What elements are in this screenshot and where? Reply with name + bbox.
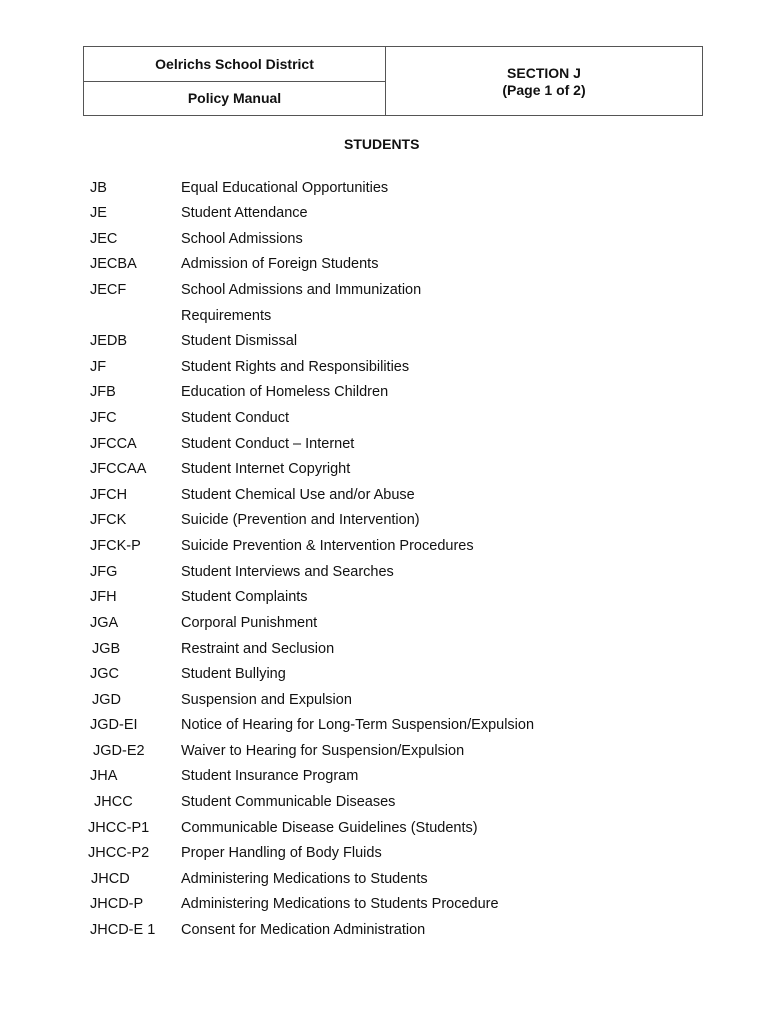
policy-row xyxy=(0,768,770,790)
policy-code: JGD-E2 xyxy=(93,743,145,759)
policy-row xyxy=(0,896,770,918)
section-label: SECTION J xyxy=(507,65,581,81)
policy-row xyxy=(0,256,770,278)
policy-title: Restraint and Seclusion xyxy=(181,641,335,657)
policy-title: Admission of Foreign Students xyxy=(181,256,379,272)
policy-title: Student Chemical Use and/or Abuse xyxy=(181,487,415,503)
policy-code: JFCCAA xyxy=(90,461,147,477)
policy-code: JFCK xyxy=(90,512,127,528)
policy-code: JFCK-P xyxy=(90,538,141,554)
policy-title: Requirements xyxy=(181,308,272,324)
policy-row xyxy=(0,794,770,816)
policy-code: JF xyxy=(90,359,107,375)
policy-row xyxy=(0,512,770,534)
policy-title: Consent for Medication Administration xyxy=(181,922,426,938)
policy-title: Student Rights and Responsibilities xyxy=(181,359,410,375)
policy-code: JHCD-E 1 xyxy=(90,922,156,938)
policy-row xyxy=(0,692,770,714)
policy-code: JHCC-P2 xyxy=(88,845,150,861)
policy-row xyxy=(0,410,770,432)
policy-code: JHCC-P1 xyxy=(88,820,150,836)
policy-row xyxy=(0,589,770,611)
policy-title: Administering Medications to Students Procedure xyxy=(181,896,499,912)
policy-row xyxy=(0,743,770,765)
policy-row xyxy=(0,282,770,304)
policy-row xyxy=(0,666,770,688)
policy-code: JGD-EI xyxy=(90,717,138,733)
policy-row xyxy=(0,615,770,637)
policy-title: Suspension and Expulsion xyxy=(181,692,352,708)
policy-row xyxy=(0,436,770,458)
policy-row xyxy=(0,384,770,406)
policy-row xyxy=(0,231,770,253)
policy-row xyxy=(0,359,770,381)
policy-title: Student Conduct – Internet xyxy=(181,436,355,452)
policy-row xyxy=(0,461,770,483)
policy-code: JFH xyxy=(90,589,117,605)
policy-title: Administering Medications to Students xyxy=(181,871,428,887)
policy-title: Student Dismissal xyxy=(181,333,298,349)
policy-title: Waiver to Hearing for Suspension/Expulsion xyxy=(181,743,465,759)
policy-code: JEDB xyxy=(90,333,128,349)
policy-row xyxy=(0,538,770,560)
policy-title: Education of Homeless Children xyxy=(181,384,389,400)
policy-code: JE xyxy=(90,205,107,221)
district-name: Oelrichs School District xyxy=(84,47,385,82)
policy-code: JECF xyxy=(90,282,127,298)
policy-title: School Admissions and Immunization xyxy=(181,282,422,298)
policy-title: Student Interviews and Searches xyxy=(181,564,394,580)
policy-row xyxy=(0,641,770,663)
policy-code: JECBA xyxy=(90,256,137,272)
manual-name: Policy Manual xyxy=(187,90,282,107)
policy-code: JFCCA xyxy=(90,436,137,452)
policy-title: Suicide (Prevention and Intervention) xyxy=(181,512,420,528)
policy-code: JB xyxy=(90,180,107,196)
policy-title: Student Bullying xyxy=(181,666,286,682)
policy-row xyxy=(0,820,770,842)
policy-row xyxy=(0,845,770,867)
policy-code: JHA xyxy=(90,768,118,784)
policy-title: Student Insurance Program xyxy=(181,768,359,784)
policy-title: Student Internet Copyright xyxy=(181,461,351,477)
policy-row xyxy=(0,308,770,330)
policy-code: JGC xyxy=(90,666,119,682)
policy-row xyxy=(0,922,770,944)
policy-title: Equal Educational Opportunities xyxy=(181,180,389,196)
policy-title: Proper Handling of Body Fluids xyxy=(181,845,382,861)
policy-code: JHCD xyxy=(91,871,130,887)
policy-title: Student Communicable Diseases xyxy=(181,794,396,810)
policy-title: School Admissions xyxy=(181,231,303,247)
policy-row xyxy=(0,487,770,509)
policy-title: Corporal Punishment xyxy=(181,615,318,631)
policy-row xyxy=(0,564,770,586)
policy-code: JFG xyxy=(90,564,118,580)
policy-row xyxy=(0,180,770,202)
policy-title: Student Complaints xyxy=(181,589,308,605)
policy-code: JFB xyxy=(90,384,116,400)
policy-title: Student Conduct xyxy=(181,410,290,426)
policy-code: JGD xyxy=(92,692,121,708)
page-indicator: (Page 1 of 2) xyxy=(502,82,586,98)
policy-title: Notice of Hearing for Long-Term Suspension/Expulsion xyxy=(181,717,535,733)
policy-code: JEC xyxy=(90,231,118,247)
policy-code: JFC xyxy=(90,410,117,426)
policy-title: Communicable Disease Guidelines (Students) xyxy=(181,820,478,836)
policy-code: JFCH xyxy=(90,487,128,503)
policy-code: JGA xyxy=(90,615,119,631)
policy-code: JHCC xyxy=(94,794,133,810)
policy-code: JHCD-P xyxy=(90,896,144,912)
policy-row xyxy=(0,333,770,355)
policy-row xyxy=(0,871,770,893)
policy-code: JGB xyxy=(92,641,121,657)
policy-title: Student Attendance xyxy=(181,205,308,221)
policy-title: Suicide Prevention & Intervention Procedures xyxy=(181,538,474,554)
section-heading: STUDENTS xyxy=(344,136,420,152)
policy-row xyxy=(0,717,770,739)
policy-row xyxy=(0,205,770,227)
